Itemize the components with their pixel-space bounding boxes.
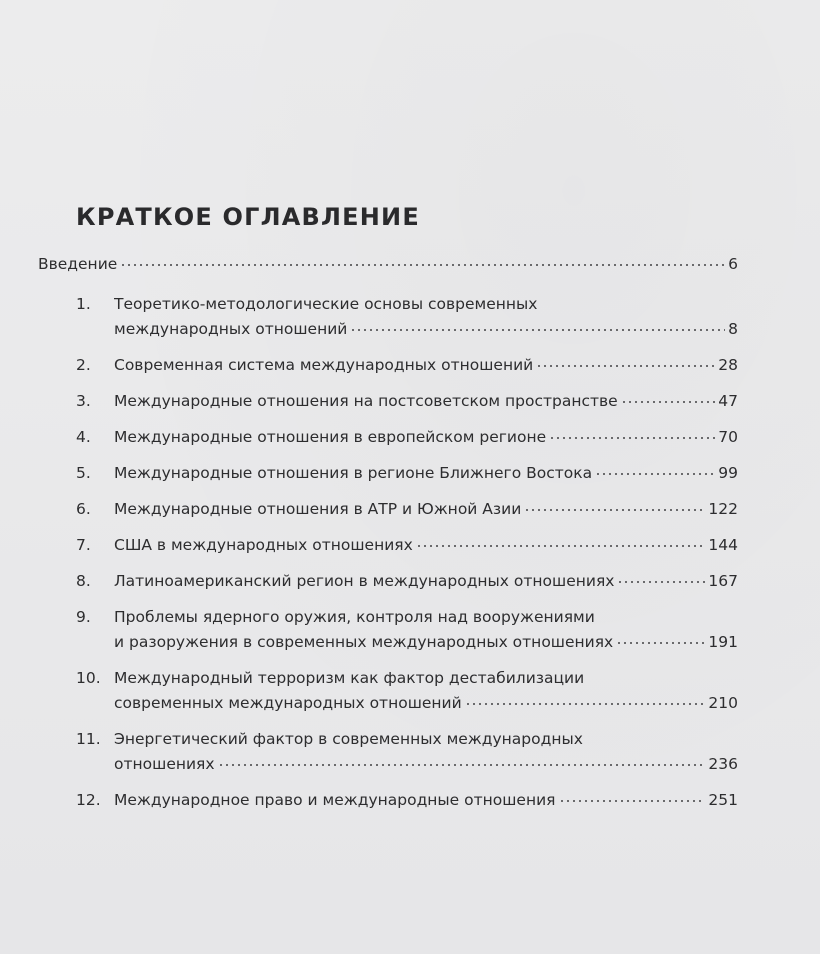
toc-entry-body xyxy=(114,533,738,558)
dot-leader xyxy=(416,535,706,551)
toc-line xyxy=(114,605,738,630)
toc-entry-introduction xyxy=(38,252,738,277)
toc-entry-3 xyxy=(76,389,738,414)
toc-entry-11 xyxy=(76,727,738,777)
toc-entry-1 xyxy=(76,292,738,342)
dot-leader xyxy=(621,391,716,407)
toc-entry-title: Международные отношения в АТР и Южной Азии xyxy=(114,500,522,518)
dot-leader xyxy=(524,499,705,515)
toc-page-number: 236 xyxy=(708,755,738,773)
toc-line xyxy=(114,533,738,558)
toc-entry-7 xyxy=(76,533,738,558)
toc-entry-2 xyxy=(76,353,738,378)
toc-entry-number: 11. xyxy=(76,730,101,748)
toc-entry-title: Теоретико-методологические основы современных xyxy=(114,295,538,313)
table-of-contents xyxy=(38,252,738,813)
toc-entry-title: Современная система международных отношений xyxy=(114,356,534,374)
toc-entry-body xyxy=(114,353,738,378)
toc-page-number: 144 xyxy=(708,536,738,554)
toc-entry-title: Введение xyxy=(38,255,118,273)
toc-entry-number: 4. xyxy=(76,428,91,446)
toc-line xyxy=(114,569,738,594)
toc-entry-title: Международный терроризм как фактор дестабилизации xyxy=(114,669,585,687)
toc-entry-title: Латиноамериканский регион в международных отношениях xyxy=(114,572,615,590)
dot-leader xyxy=(616,632,705,648)
toc-entry-title: Проблемы ядерного оружия, контроля над вооружениями xyxy=(114,608,595,626)
toc-line xyxy=(114,691,738,716)
toc-entry-number: 8. xyxy=(76,572,91,590)
toc-line xyxy=(114,788,738,813)
toc-page-number: 8 xyxy=(728,320,738,338)
toc-entry-body xyxy=(114,497,738,522)
toc-entry-number: 9. xyxy=(76,608,91,626)
toc-entry-8 xyxy=(76,569,738,594)
toc-line xyxy=(114,752,738,777)
toc-entry-number: 1. xyxy=(76,295,91,313)
toc-line xyxy=(114,353,738,378)
toc-entry-6 xyxy=(76,497,738,522)
dot-leader xyxy=(559,790,706,806)
page-title: КРАТКОЕ ОГЛАВЛЕНИЕ xyxy=(76,203,420,231)
toc-page-number: 167 xyxy=(708,572,738,590)
toc-line xyxy=(114,666,738,691)
toc-entry-title: Международное право и международные отношения xyxy=(114,791,556,809)
toc-entry-body xyxy=(114,569,738,594)
toc-line xyxy=(114,317,738,342)
toc-entry-number: 5. xyxy=(76,464,91,482)
toc-entry-title: Международные отношения в европейском регионе xyxy=(114,428,547,446)
toc-line xyxy=(38,252,738,277)
toc-entry-12 xyxy=(76,788,738,813)
toc-line xyxy=(114,497,738,522)
toc-entry-number: 7. xyxy=(76,536,91,554)
toc-entry-body xyxy=(114,425,738,450)
toc-line xyxy=(114,389,738,414)
toc-page-number: 6 xyxy=(728,255,738,273)
toc-entry-title-continued: и разоружения в современных международных отношениях xyxy=(114,633,614,651)
toc-page-number: 28 xyxy=(718,356,738,374)
toc-line xyxy=(114,727,738,752)
toc-page-number: 70 xyxy=(718,428,738,446)
toc-entry-9 xyxy=(76,605,738,655)
toc-entry-body xyxy=(114,788,738,813)
toc-entry-body xyxy=(114,292,738,342)
toc-entry-number: 10. xyxy=(76,669,101,687)
toc-line xyxy=(114,630,738,655)
dot-leader xyxy=(465,693,706,709)
dot-leader xyxy=(218,754,706,770)
toc-entry-body xyxy=(114,389,738,414)
dot-leader xyxy=(595,463,715,479)
toc-entry-body xyxy=(38,252,738,277)
toc-page-number: 47 xyxy=(718,392,738,410)
toc-entry-number: 2. xyxy=(76,356,91,374)
toc-entry-number: 3. xyxy=(76,392,91,410)
dot-leader xyxy=(617,571,705,587)
toc-entry-title-continued: современных международных отношений xyxy=(114,694,462,712)
toc-page-number: 191 xyxy=(708,633,738,651)
toc-page-number: 210 xyxy=(708,694,738,712)
dot-leader xyxy=(350,319,725,335)
toc-entry-number: 12. xyxy=(76,791,101,809)
toc-entry-10 xyxy=(76,666,738,716)
toc-line xyxy=(114,425,738,450)
toc-entry-body xyxy=(114,727,738,777)
toc-entry-4 xyxy=(76,425,738,450)
toc-entry-title-continued: отношениях xyxy=(114,755,215,773)
toc-page-number: 251 xyxy=(708,791,738,809)
toc-entry-5 xyxy=(76,461,738,486)
toc-entry-body xyxy=(114,666,738,716)
toc-page-number: 99 xyxy=(718,464,738,482)
toc-entry-title: Энергетический фактор в современных международных xyxy=(114,730,583,748)
toc-line xyxy=(114,292,738,317)
toc-page-number: 122 xyxy=(708,500,738,518)
toc-entry-number: 6. xyxy=(76,500,91,518)
dot-leader xyxy=(549,427,715,443)
toc-line xyxy=(114,461,738,486)
toc-entry-title: США в международных отношениях xyxy=(114,536,413,554)
toc-entry-title: Международные отношения на постсоветском пространстве xyxy=(114,392,618,410)
dot-leader xyxy=(120,254,725,270)
toc-entry-body xyxy=(114,461,738,486)
toc-entry-body xyxy=(114,605,738,655)
toc-entry-title-continued: международных отношений xyxy=(114,320,348,338)
toc-entry-title: Международные отношения в регионе Ближнего Востока xyxy=(114,464,593,482)
dot-leader xyxy=(536,355,715,371)
